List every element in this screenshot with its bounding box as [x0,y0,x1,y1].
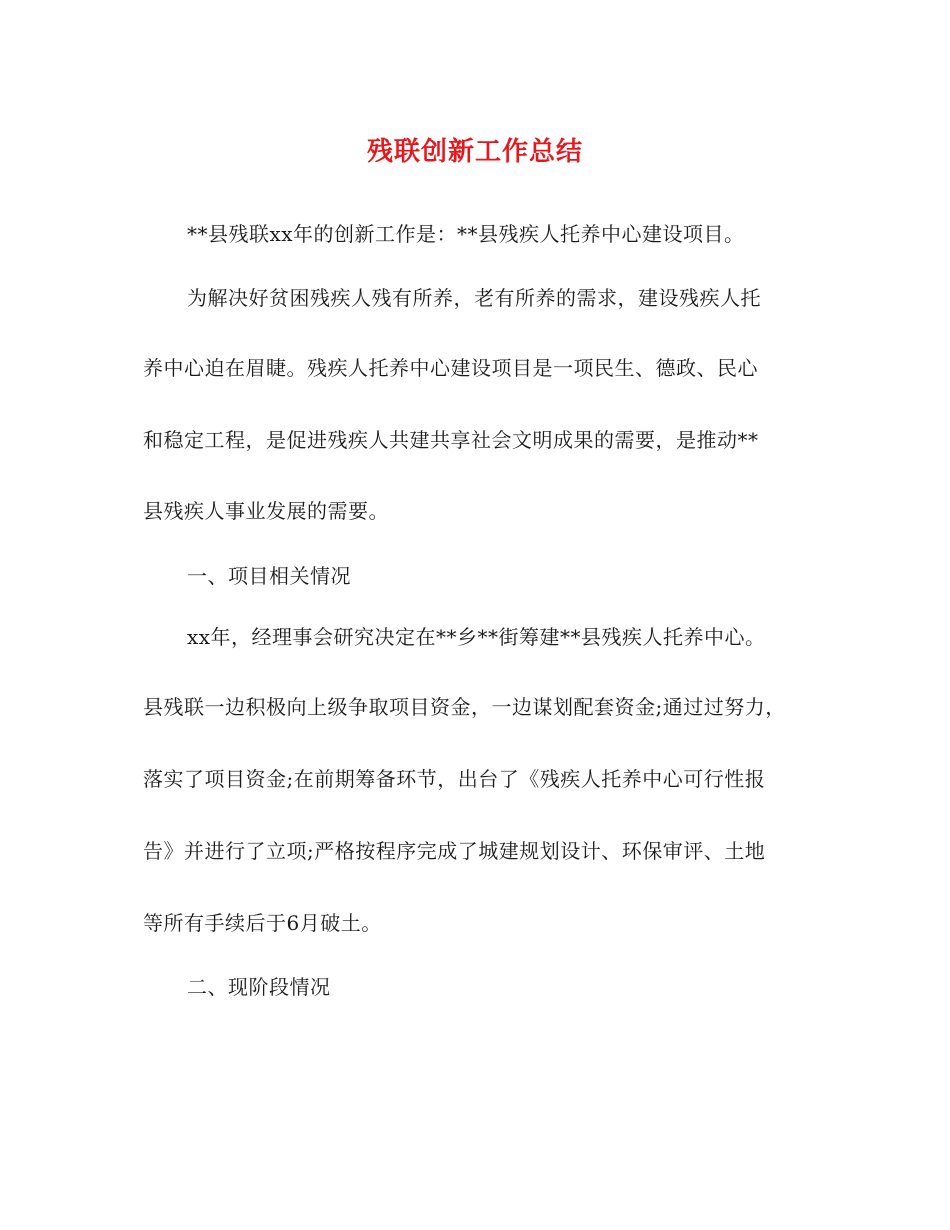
paragraph-line: 等所有手续后于6月破土。 [143,911,382,935]
section-heading: 二、现阶段情况 [187,975,331,999]
paragraph-line: 养中心迫在眉睫。残疾人托养中心建设项目是一项民生、德政、民心 [143,356,758,380]
paragraph-line: 告》并进行了立项;严格按程序完成了城建规划设计、环保审评、土地 [143,839,766,863]
paragraph-line: 和稳定工程，是促进残疾人共建共享社会文明成果的需要，是推动** [143,428,759,452]
document-title: 残联创新工作总结 [366,137,583,167]
paragraph-line: 为解决好贫困残疾人残有所养，老有所养的需求，建设残疾人托 [187,286,761,310]
paragraph-line: 落实了项目资金;在前期筹备环节，出台了《残疾人托养中心可行性报 [143,767,766,791]
paragraph-line: xx年，经理事会研究决定在**乡**街筹建**县残疾人托养中心。 [187,625,766,649]
section-heading: 一、项目相关情况 [187,564,351,588]
paragraph-line: 县残联一边积极向上级争取项目资金，一边谋划配套资金;通过过努力， [143,695,786,719]
paragraph-line: **县残联xx年的创新工作是：**县残疾人托养中心建设项目。 [187,222,745,246]
paragraph-line: 县残疾人事业发展的需要。 [143,499,389,523]
